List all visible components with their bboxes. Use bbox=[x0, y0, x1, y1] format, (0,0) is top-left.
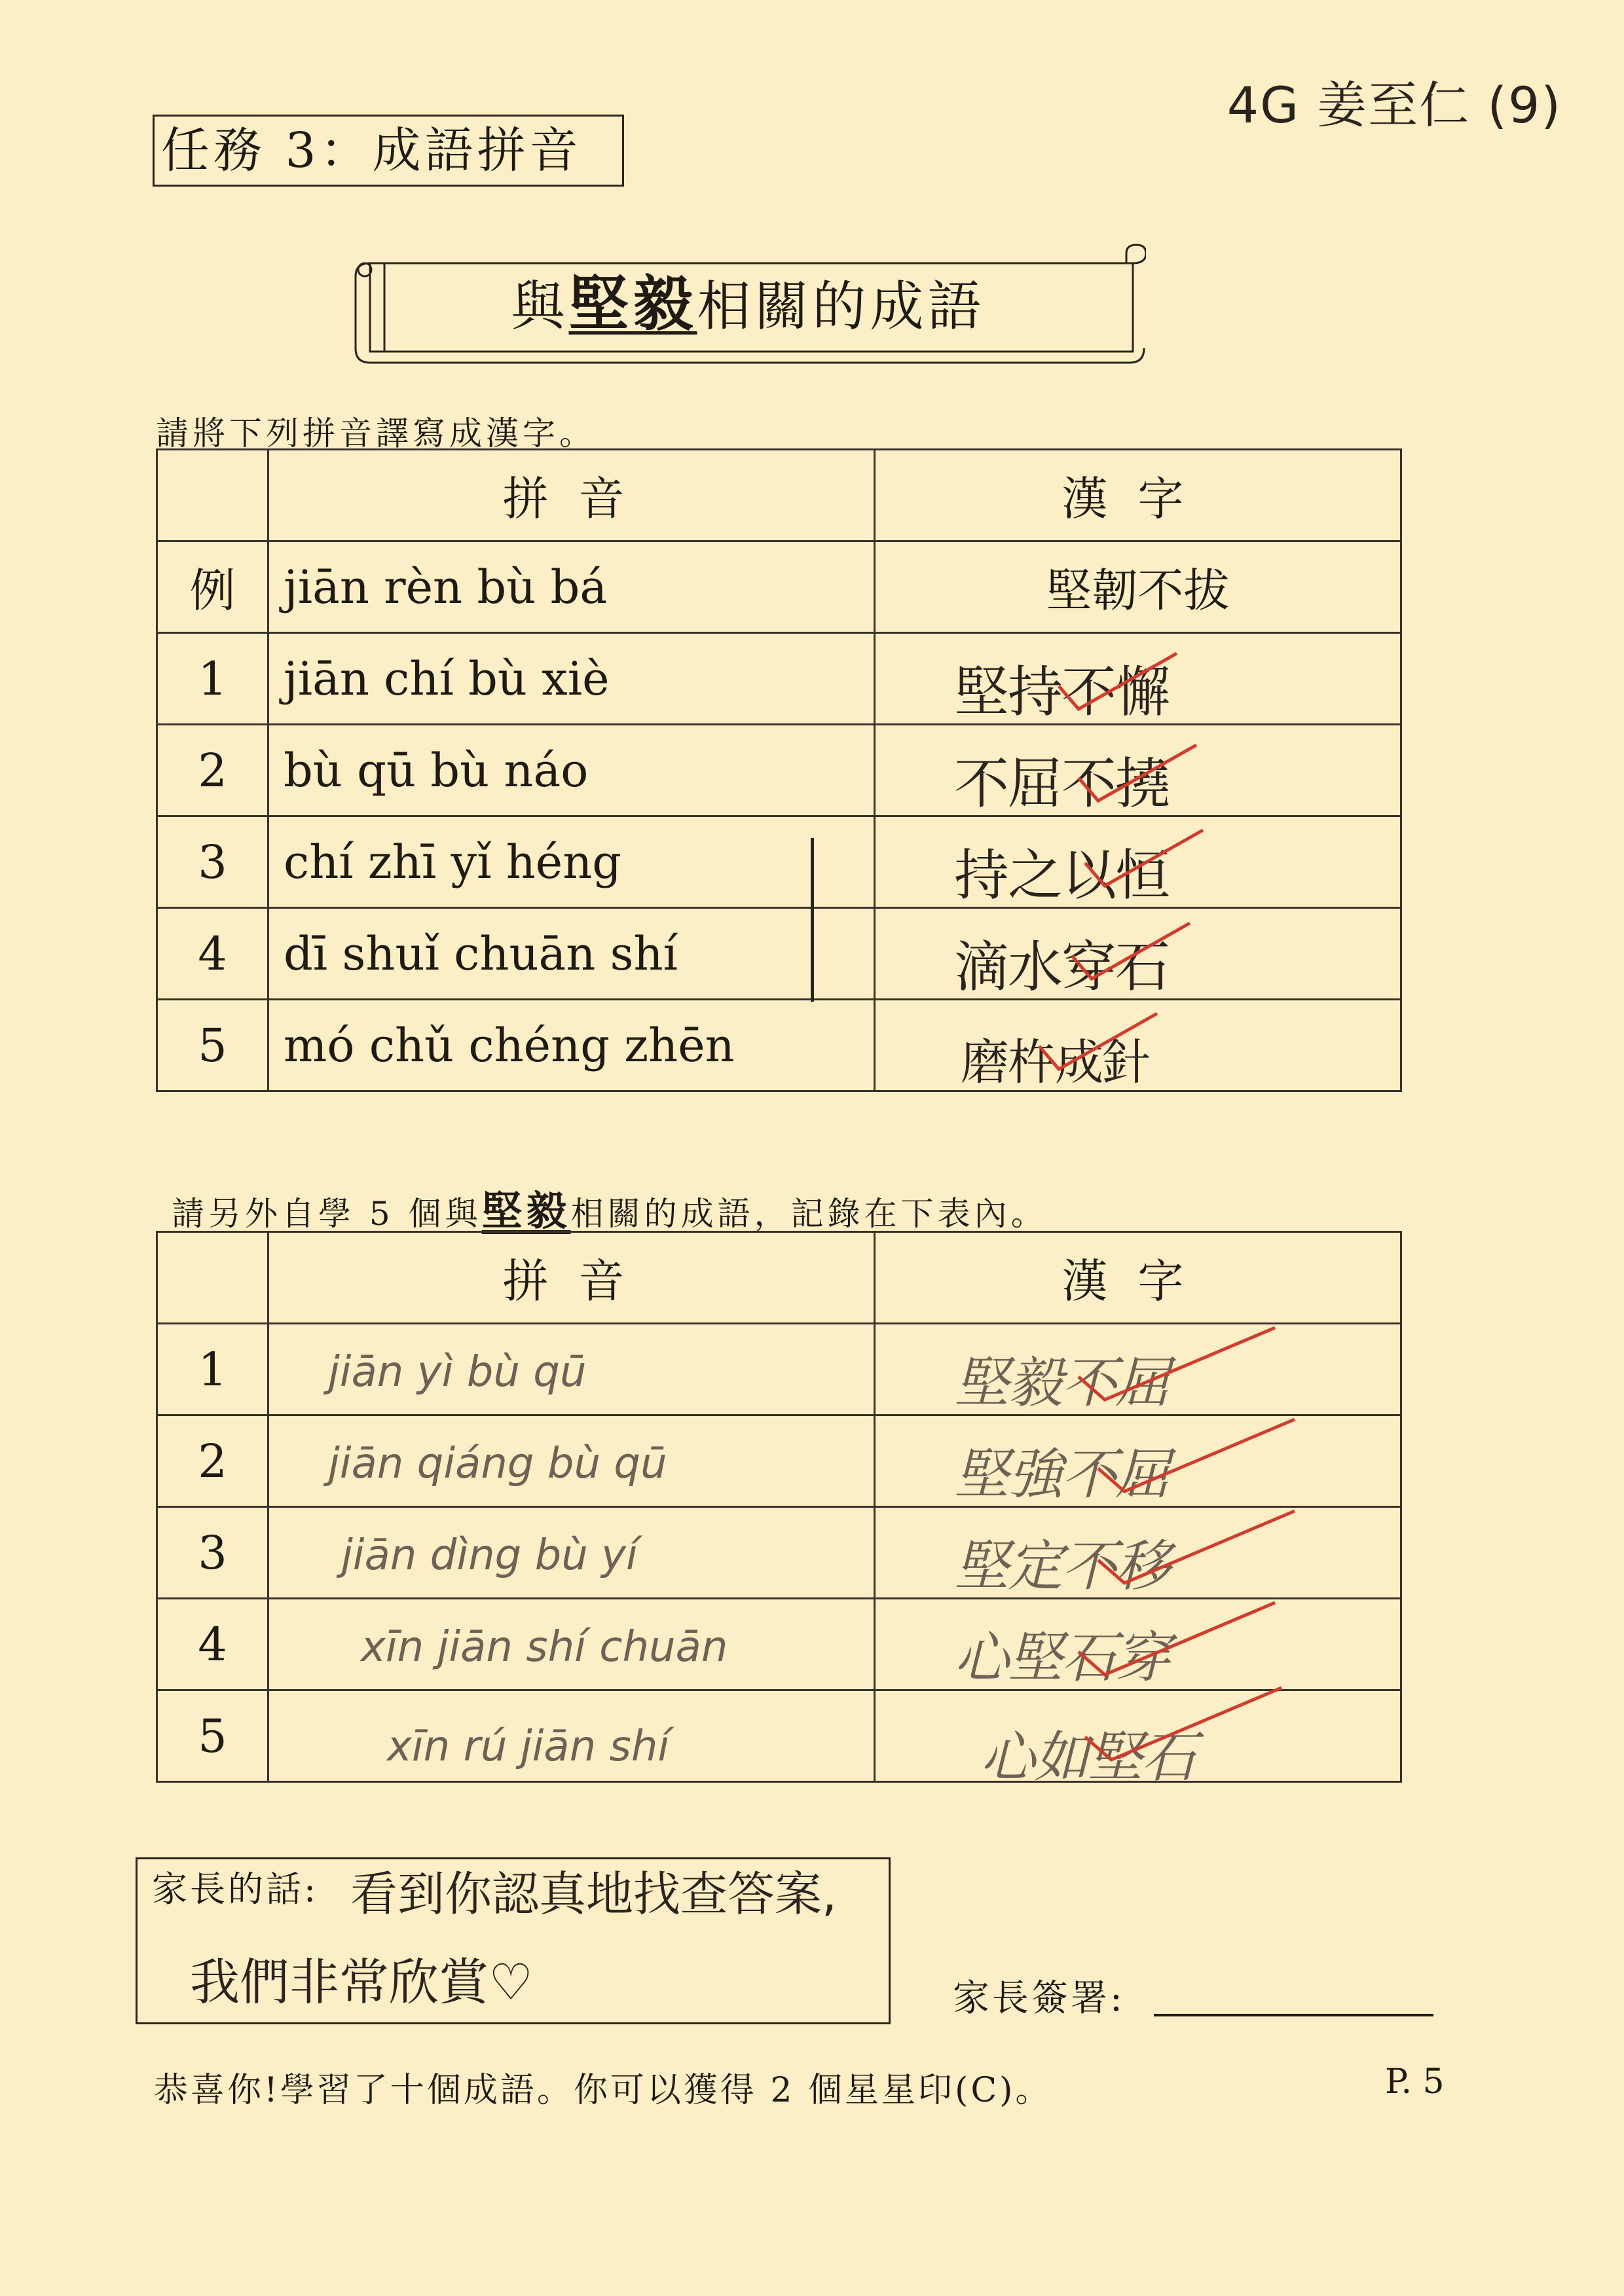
row-answer bbox=[875, 725, 1401, 816]
student-label: 4G 姜至仁 (9) bbox=[1227, 76, 1562, 134]
header-hanzi: 漢字 bbox=[875, 1232, 1401, 1324]
check-mark-icon bbox=[1065, 917, 1196, 989]
header-pinyin: 拼音 bbox=[268, 450, 875, 541]
row-number: 4 bbox=[157, 908, 268, 1000]
banner-before: 與 bbox=[511, 276, 569, 338]
table-row bbox=[157, 1507, 1401, 1599]
instruction-part1: 請將下列拼音譯寫成漢字。 bbox=[156, 414, 596, 452]
header-blank bbox=[157, 1232, 268, 1324]
row-number: 例 bbox=[157, 541, 268, 633]
check-mark-icon bbox=[1079, 824, 1209, 896]
pinyin-table-1 bbox=[156, 448, 1402, 1092]
row-pinyin: chí zhī yǐ héng bbox=[268, 816, 875, 908]
table-row bbox=[157, 816, 1401, 908]
row-number: 1 bbox=[157, 633, 268, 725]
pen-mark bbox=[811, 838, 814, 1002]
row-number: 3 bbox=[157, 1507, 268, 1599]
signature-line bbox=[1154, 2014, 1433, 2016]
row-pinyin bbox=[268, 1415, 875, 1507]
table-row bbox=[157, 1000, 1401, 1091]
task-title: 任務 3：成語拼音 bbox=[153, 115, 624, 187]
footer-text: 恭喜你!學習了十個成語。你可以獲得 2 個星星印(C)。 bbox=[154, 2071, 1052, 2110]
handwritten-answer: 不屈不撓 bbox=[954, 752, 1170, 816]
table-row bbox=[157, 908, 1401, 1000]
row-answer bbox=[875, 816, 1401, 908]
row-answer bbox=[875, 1599, 1401, 1690]
row-pinyin: bù qū bù náo bbox=[268, 725, 875, 816]
handwritten-pinyin: xīn jiān shí chuān bbox=[361, 1623, 728, 1671]
check-mark-icon bbox=[1072, 1324, 1282, 1410]
row-number: 1 bbox=[157, 1324, 268, 1415]
handwritten-answer: 心堅石穿 bbox=[954, 1626, 1170, 1690]
row-pinyin: jiān chí bù xiè bbox=[268, 633, 875, 725]
table-row bbox=[157, 541, 1401, 633]
check-mark-icon bbox=[1052, 647, 1183, 719]
check-mark-icon bbox=[1092, 1416, 1301, 1501]
row-answer bbox=[875, 1415, 1401, 1507]
row-answer bbox=[875, 1000, 1401, 1091]
table-row bbox=[157, 1599, 1401, 1690]
parent-comment-label: 家長的話: bbox=[152, 1868, 319, 1910]
handwritten-pinyin: jiān dìng bù yí bbox=[341, 1531, 638, 1580]
table-row bbox=[157, 1690, 1401, 1782]
row-pinyin: dī shuǐ chuān shí bbox=[268, 908, 875, 1000]
instruction-part2: 請另外自學 5 個與堅毅相關的成語，記錄在下表內。 bbox=[172, 1187, 1048, 1235]
handwritten-answer: 心如堅石 bbox=[980, 1725, 1196, 1789]
row-number: 4 bbox=[157, 1599, 268, 1690]
table-row bbox=[157, 633, 1401, 725]
check-mark-icon bbox=[1079, 1685, 1288, 1770]
page-number: P. 5 bbox=[1385, 2062, 1445, 2102]
row-number: 2 bbox=[157, 1415, 268, 1507]
row-answer bbox=[875, 1690, 1401, 1789]
row-answer bbox=[875, 1324, 1401, 1415]
row-number: 3 bbox=[157, 816, 268, 908]
table-row bbox=[157, 725, 1401, 816]
check-mark-icon bbox=[1033, 1007, 1164, 1079]
header-pinyin: 拼音 bbox=[268, 1232, 875, 1324]
row-answer bbox=[875, 908, 1401, 1000]
banner-title bbox=[350, 244, 1146, 365]
pinyin-table-2 bbox=[156, 1231, 1402, 1789]
header-hanzi: 漢字 bbox=[875, 450, 1401, 541]
check-mark-icon bbox=[1072, 738, 1203, 811]
check-mark-icon bbox=[1072, 1599, 1282, 1685]
parent-signature-label: 家長簽署: bbox=[953, 1977, 1125, 2020]
handwritten-answer: 堅定不移 bbox=[954, 1534, 1170, 1598]
handwritten-answer: 持之以恒 bbox=[954, 843, 1170, 907]
row-pinyin bbox=[268, 1599, 875, 1690]
row-number: 5 bbox=[157, 1690, 268, 1782]
row-number: 5 bbox=[157, 1000, 268, 1091]
handwritten-answer: 堅毅不屈 bbox=[954, 1351, 1170, 1415]
handwritten-answer: 堅強不屈 bbox=[954, 1442, 1170, 1506]
row-pinyin: mó chǔ chéng zhēn bbox=[268, 1000, 875, 1091]
row-pinyin bbox=[268, 1507, 875, 1599]
handwritten-answer: 堅持不懈 bbox=[954, 660, 1170, 724]
handwritten-answer: 滴水穿石 bbox=[954, 935, 1170, 999]
table-row bbox=[157, 1415, 1401, 1507]
handwritten-pinyin: jiān qiáng bù qū bbox=[328, 1440, 667, 1488]
header-blank bbox=[157, 450, 268, 541]
handwritten-pinyin: xīn rú jiān shí bbox=[387, 1722, 670, 1771]
row-hanzi: 堅韌不拔 bbox=[875, 541, 1401, 633]
row-answer bbox=[875, 1507, 1401, 1599]
parent-comment-line1: 看到你認真地找查答案, bbox=[350, 1867, 837, 1922]
banner-emphasis: 堅毅 bbox=[568, 268, 697, 339]
row-pinyin: jiān rèn bù bá bbox=[268, 541, 875, 633]
handwritten-answer: 磨杵成針 bbox=[961, 1034, 1149, 1091]
row-pinyin bbox=[268, 1324, 875, 1415]
parent-comment-line2: 我們非常欣賞♡ bbox=[190, 1953, 534, 2011]
check-mark-icon bbox=[1092, 1508, 1301, 1593]
banner-after: 相關的成語 bbox=[697, 276, 986, 338]
row-answer bbox=[875, 633, 1401, 725]
table-row bbox=[157, 1324, 1401, 1415]
row-number: 2 bbox=[157, 725, 268, 816]
row-pinyin bbox=[268, 1690, 875, 1782]
handwritten-pinyin: jiān yì bù qū bbox=[328, 1348, 587, 1396]
